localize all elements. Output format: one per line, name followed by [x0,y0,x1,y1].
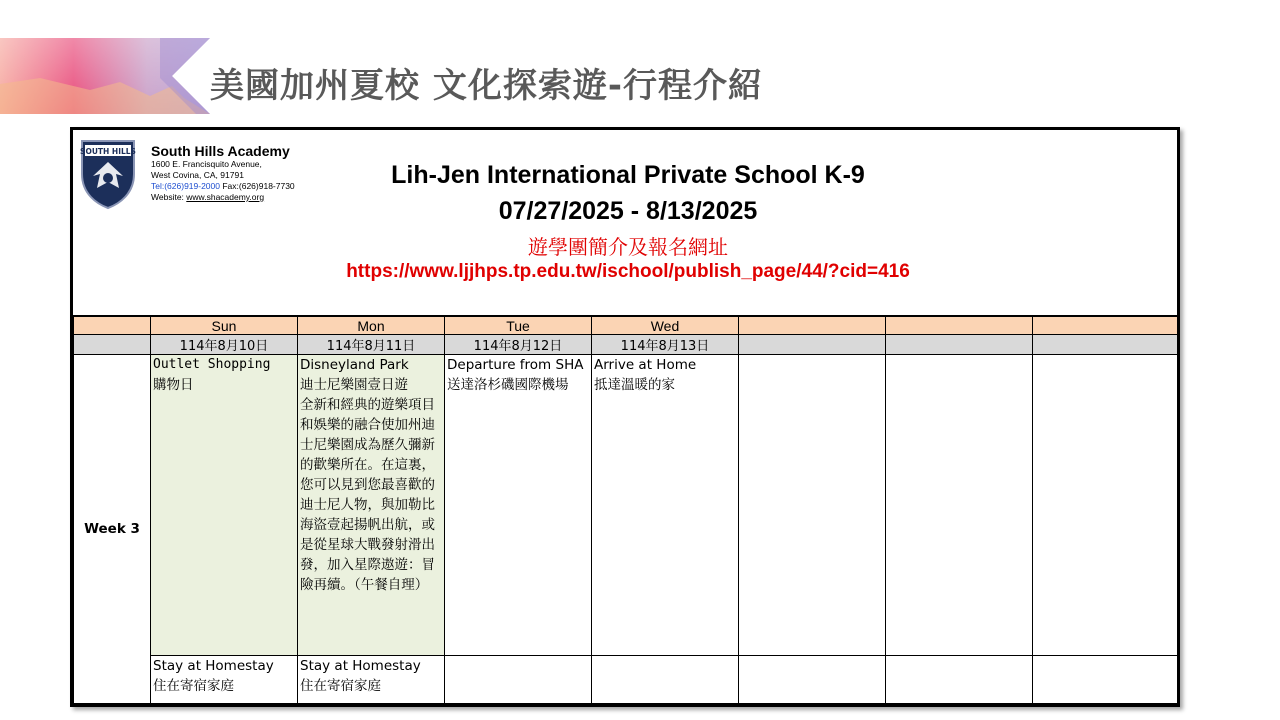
stay-title: Stay at Homestay [153,658,274,674]
week-label: Week 3 [74,355,151,704]
activity-title: Departure from SHA [447,357,584,373]
day-header-cell: Mon [298,317,445,335]
activity-desc: 士尼樂園成為歷久彌新 [300,437,435,453]
day-header-cell [1033,317,1178,335]
day-header-cell: Wed [592,317,739,335]
date-row [74,335,1178,355]
accommodation-row [74,656,1178,704]
academy-address-2: West Covina, CA, 91791 [151,170,244,180]
empty-cell [739,355,886,656]
activity-desc: 的歡樂所在。在這裏， [300,457,435,473]
activity-desc: 迪士尼人物，與加勒比 [300,497,435,513]
activity-cell-tue [445,355,592,656]
schedule-table [73,316,1178,704]
activity-cell-sun [151,355,298,656]
activity-desc: 險再續。（午餐自理） [300,577,429,593]
date-cell: 114年8月13日 [592,335,739,355]
empty-cell [592,656,739,704]
day-header-cell: Tue [445,317,592,335]
empty-cell [1033,656,1178,704]
empty-cell [445,656,592,704]
slide-title: 美國加州夏校 文化探索遊-行程介紹 [210,66,763,106]
academy-tel-link[interactable]: Tel:(626)919-2000 [151,181,220,191]
activity-title: Disneyland Park [300,357,409,373]
academy-website-label: Website: [151,192,187,202]
stay-cell-mon [298,656,445,704]
activity-desc: 是從星球大戰發射滑出 [300,537,435,553]
date-cell [886,335,1033,355]
stay-cell-sun [151,656,298,704]
academy-address-1: 1600 E. Francisquito Avenue, [151,159,262,169]
corner-cell [74,335,151,355]
crest-text: SOUTH HILLS [80,147,136,156]
empty-cell [1033,355,1178,656]
stay-desc: 住在寄宿家庭 [153,678,234,694]
activity-desc: 購物日 [153,377,194,393]
activity-desc: 和娛樂的融合使加州迪 [300,417,435,433]
activity-desc: 迪士尼樂園壹日遊 [300,377,408,393]
date-cell [1033,335,1178,355]
schedule-sheet [70,127,1180,707]
banner-brush-graphic [0,38,210,114]
academy-website-link[interactable]: www.shacademy.org [186,192,265,202]
date-cell: 114年8月10日 [151,335,298,355]
activity-title: Arrive at Home [594,357,697,373]
day-header-cell [886,317,1033,335]
activity-desc: 抵達溫暖的家 [594,377,675,393]
date-cell: 114年8月12日 [445,335,592,355]
stay-desc: 住在寄宿家庭 [300,678,381,694]
activity-cell-mon [298,355,445,656]
sheet-header [73,130,1177,316]
activity-cell-wed [592,355,739,656]
empty-cell [886,355,1033,656]
activity-row [74,355,1178,656]
activity-title: Outlet Shopping [153,357,271,372]
stay-title: Stay at Homestay [300,658,421,674]
activity-desc: 送達洛杉磯國際機場 [447,377,569,393]
academy-fax: Fax:(626)918-7730 [220,181,295,191]
school-name-heading: Lih-Jen International Private School K-9 [391,161,865,189]
empty-cell [886,656,1033,704]
day-header-cell [739,317,886,335]
corner-cell [74,317,151,335]
academy-name: South Hills Academy [151,143,290,159]
registration-url-link[interactable]: https://www.ljjhps.tp.edu.tw/ischool/publish_page/44/?cid=416 [346,261,910,282]
day-header-cell: Sun [151,317,298,335]
registration-note: 遊學團簡介及報名網址 [528,235,728,259]
activity-desc: 發，加入星際遨遊：冒 [300,557,435,573]
activity-desc: 您可以見到您最喜歡的 [300,477,435,493]
empty-cell [739,656,886,704]
activity-desc: 海盜壹起揚帆出航，或 [300,517,435,533]
date-cell: 114年8月11日 [298,335,445,355]
program-dates: 07/27/2025 - 8/13/2025 [498,197,758,225]
date-cell [739,335,886,355]
day-header-row [74,317,1178,335]
activity-desc: 全新和經典的遊樂項目 [300,397,435,413]
